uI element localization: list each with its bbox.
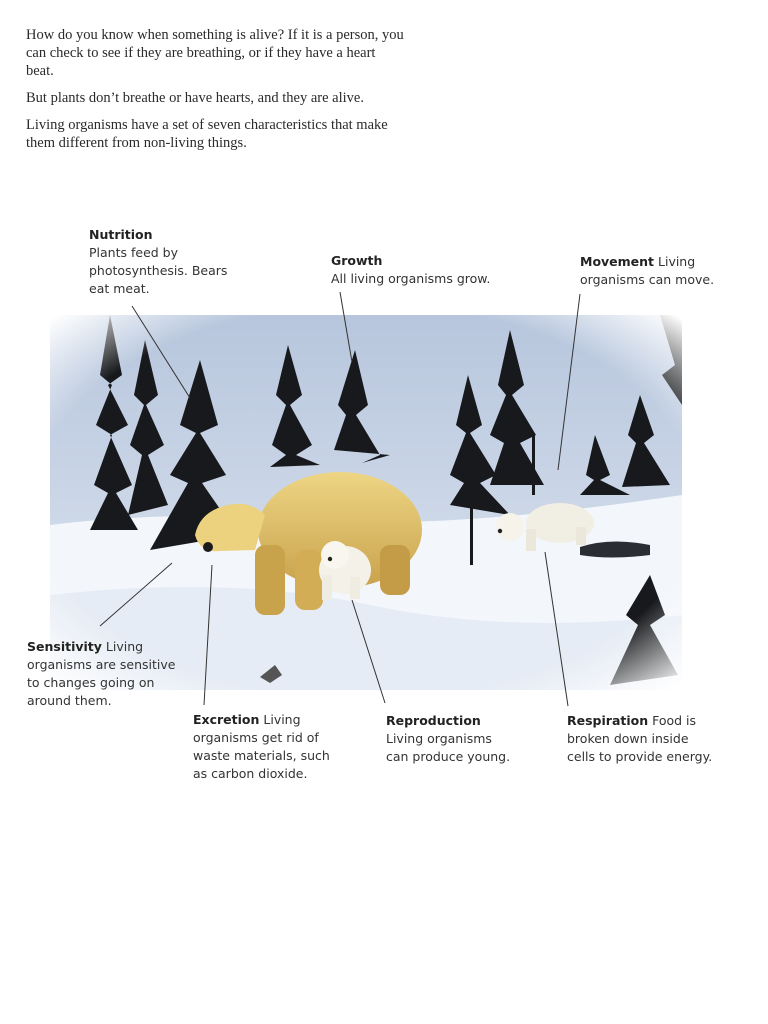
label-excretion	[193, 711, 330, 783]
excretion-line-2: waste materials, such	[193, 748, 330, 763]
label-growth	[331, 252, 490, 288]
respiration-title: Respiration	[567, 713, 649, 728]
respiration-line-2: cells to provide energy.	[567, 749, 713, 764]
respiration-inline: Food is	[648, 713, 697, 728]
intro-paragraph-1: How do you know when something is alive? If it is a person, you can check to see if they are breathing, or if they have a heart beat.	[26, 27, 404, 79]
excretion-title: Excretion	[193, 712, 260, 727]
growth-line-1: All living organisms grow.	[331, 271, 491, 286]
sensitivity-title: Sensitivity	[27, 639, 102, 654]
label-nutrition	[89, 226, 227, 298]
reproduction-title: Reproduction	[386, 713, 481, 728]
intro-paragraph-3: Living organisms have a set of seven characteristics that make them different from non-living things.	[26, 117, 388, 151]
sensitivity-inline: Living	[101, 639, 144, 654]
growth-title: Growth	[331, 253, 383, 268]
excretion-line-1: organisms get rid of	[193, 730, 319, 745]
nutrition-line-3: eat meat.	[89, 281, 150, 296]
nutrition-line-1: Plants feed by	[89, 245, 179, 260]
label-movement	[580, 253, 714, 289]
movement-inline: Living	[654, 254, 696, 269]
label-sensitivity	[27, 638, 176, 710]
nutrition-title: Nutrition	[89, 227, 153, 242]
movement-line-1: organisms can move.	[580, 272, 715, 287]
nutrition-line-2: photosynthesis. Bears	[89, 263, 228, 278]
label-respiration	[567, 712, 712, 766]
sensitivity-line-2: to changes going on	[27, 675, 155, 690]
movement-title: Movement	[580, 254, 655, 269]
reproduction-line-2: can produce young.	[386, 749, 511, 764]
excretion-inline: Living	[259, 712, 301, 727]
respiration-line-1: broken down inside	[567, 731, 689, 746]
sensitivity-line-1: organisms are sensitive	[27, 657, 176, 672]
reproduction-line-1: Living organisms	[386, 731, 492, 746]
intro-paragraph-2: But plants don’t breathe or have hearts, and they are alive.	[26, 90, 364, 106]
label-reproduction	[386, 712, 510, 766]
sensitivity-line-3: around them.	[27, 693, 112, 708]
excretion-line-3: as carbon dioxide.	[193, 766, 308, 781]
